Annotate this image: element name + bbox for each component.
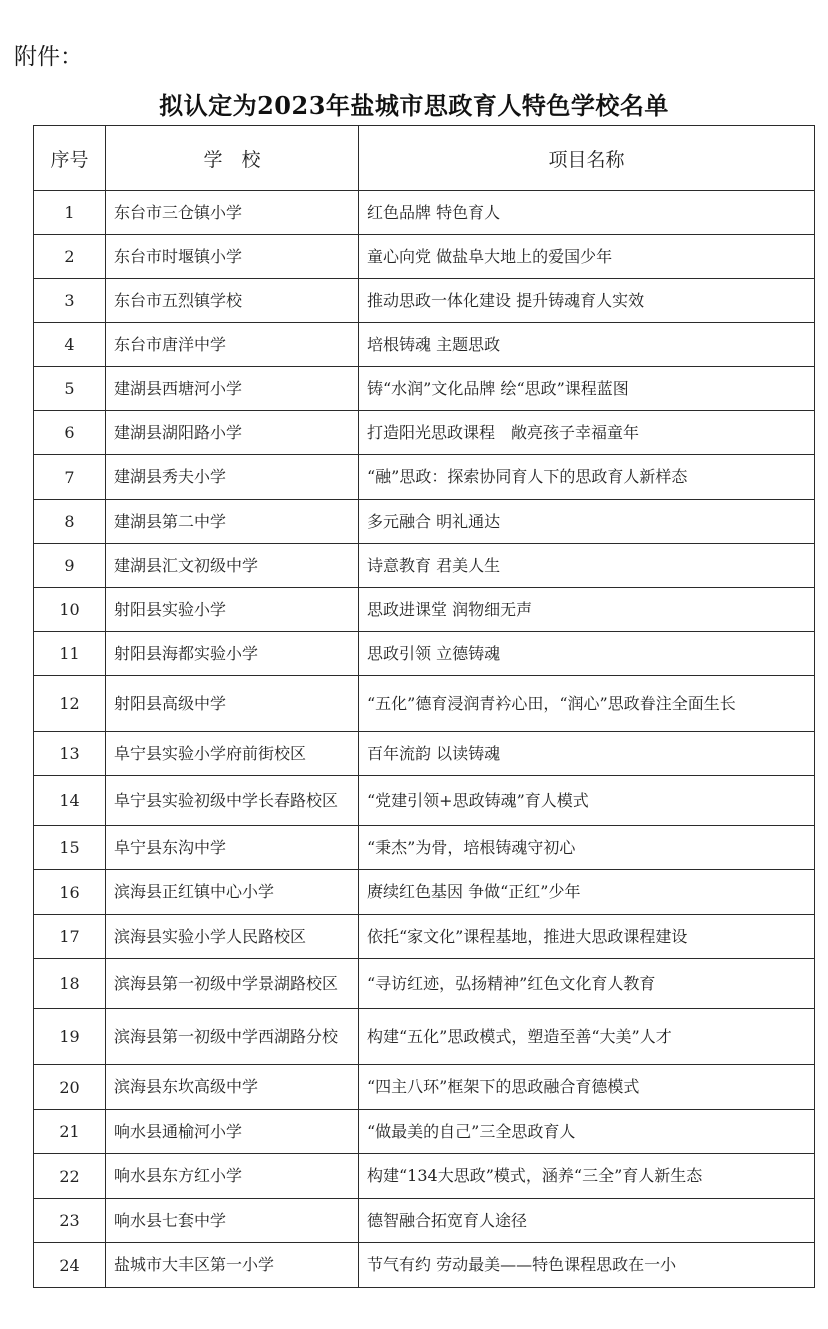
school-name: 东台市唐洋中学 [106, 323, 359, 367]
table-row [34, 191, 815, 235]
row-number: 17 [34, 915, 106, 959]
row-number: 18 [34, 959, 106, 1009]
table-row [34, 235, 815, 279]
table-body [34, 191, 815, 1288]
school-name: 阜宁县实验初级中学长春路校区 [106, 776, 359, 826]
row-number: 20 [34, 1065, 106, 1110]
project-name: 思政引领 立德铸魂 [359, 632, 815, 676]
row-number: 5 [34, 367, 106, 411]
header-no: 序号 [34, 126, 106, 191]
project-name: 培根铸魂 主题思政 [359, 323, 815, 367]
row-number: 2 [34, 235, 106, 279]
table-row [34, 776, 815, 826]
project-name: 依托“家文化”课程基地，推进大思政课程建设 [359, 915, 815, 959]
table-row [34, 1243, 815, 1288]
school-name: 响水县七套中学 [106, 1199, 359, 1243]
row-number: 19 [34, 1009, 106, 1065]
project-name: 红色品牌 特色育人 [359, 191, 815, 235]
school-name: 建湖县秀夫小学 [106, 455, 359, 500]
row-number: 7 [34, 455, 106, 500]
row-number: 4 [34, 323, 106, 367]
project-name: “融”思政：探索协同育人下的思政育人新样态 [359, 455, 815, 500]
school-list-table [33, 125, 815, 1288]
project-name: 童心向党 做盐阜大地上的爱国少年 [359, 235, 815, 279]
school-name: 建湖县汇文初级中学 [106, 544, 359, 588]
school-name: 射阳县海都实验小学 [106, 632, 359, 676]
row-number: 6 [34, 411, 106, 455]
school-name: 东台市五烈镇学校 [106, 279, 359, 323]
row-number: 3 [34, 279, 106, 323]
school-name: 射阳县实验小学 [106, 588, 359, 632]
school-name: 滨海县第一初级中学景湖路校区 [106, 959, 359, 1009]
header-row [34, 126, 815, 191]
school-name: 滨海县第一初级中学西湖路分校 [106, 1009, 359, 1065]
school-name: 滨海县东坎高级中学 [106, 1065, 359, 1110]
project-name: 打造阳光思政课程 敞亮孩子幸福童年 [359, 411, 815, 455]
table-row [34, 1009, 815, 1065]
row-number: 14 [34, 776, 106, 826]
table-row [34, 826, 815, 870]
school-name: 滨海县正红镇中心小学 [106, 870, 359, 915]
school-name: 响水县东方红小学 [106, 1154, 359, 1199]
row-number: 13 [34, 732, 106, 776]
table-row [34, 588, 815, 632]
table-row [34, 915, 815, 959]
table-row [34, 323, 815, 367]
project-name: 构建“五化”思政模式，塑造至善“大美”人才 [359, 1009, 815, 1065]
table-row [34, 959, 815, 1009]
project-name: “四主八环”框架下的思政融合育德模式 [359, 1065, 815, 1110]
school-name: 滨海县实验小学人民路校区 [106, 915, 359, 959]
row-number: 1 [34, 191, 106, 235]
table-row [34, 870, 815, 915]
table-row [34, 1154, 815, 1199]
school-name: 射阳县高级中学 [106, 676, 359, 732]
school-name: 建湖县第二中学 [106, 500, 359, 544]
project-name: 多元融合 明礼通达 [359, 500, 815, 544]
project-name: 节气有约 劳动最美——特色课程思政在一小 [359, 1243, 815, 1288]
row-number: 24 [34, 1243, 106, 1288]
project-name: 诗意教育 君美人生 [359, 544, 815, 588]
row-number: 23 [34, 1199, 106, 1243]
table-row [34, 411, 815, 455]
row-number: 11 [34, 632, 106, 676]
project-name: 构建“134大思政”模式，涵养“三全”育人新生态 [359, 1154, 815, 1199]
table-row [34, 500, 815, 544]
header-project: 项目名称 [359, 126, 815, 191]
table-row [34, 1199, 815, 1243]
project-name: “党建引领+思政铸魂”育人模式 [359, 776, 815, 826]
table-row [34, 544, 815, 588]
document-title: 拟认定为2023年盐城市思政育人特色学校名单 [159, 91, 669, 120]
table-row [34, 367, 815, 411]
school-name: 东台市时堰镇小学 [106, 235, 359, 279]
school-name: 建湖县湖阳路小学 [106, 411, 359, 455]
project-name: “秉杰”为骨，培根铸魂守初心 [359, 826, 815, 870]
row-number: 8 [34, 500, 106, 544]
project-name: 推动思政一体化建设 提升铸魂育人实效 [359, 279, 815, 323]
project-name: 赓续红色基因 争做“正红”少年 [359, 870, 815, 915]
table-row [34, 1110, 815, 1154]
row-number: 15 [34, 826, 106, 870]
school-name: 建湖县西塘河小学 [106, 367, 359, 411]
project-name: 百年流韵 以读铸魂 [359, 732, 815, 776]
row-number: 22 [34, 1154, 106, 1199]
table-row [34, 676, 815, 732]
project-name: “做最美的自己”三全思政育人 [359, 1110, 815, 1154]
school-name: 响水县通榆河小学 [106, 1110, 359, 1154]
table-row [34, 455, 815, 500]
row-number: 10 [34, 588, 106, 632]
row-number: 12 [34, 676, 106, 732]
project-name: “五化”德育浸润青衿心田，“润心”思政眷注全面生长 [359, 676, 815, 732]
table-row [34, 632, 815, 676]
row-number: 21 [34, 1110, 106, 1154]
row-number: 16 [34, 870, 106, 915]
table-row [34, 1065, 815, 1110]
project-name: 铸“水润”文化品牌 绘“思政”课程蓝图 [359, 367, 815, 411]
school-name: 东台市三仓镇小学 [106, 191, 359, 235]
table-row [34, 279, 815, 323]
project-name: 德智融合拓宽育人途径 [359, 1199, 815, 1243]
row-number: 9 [34, 544, 106, 588]
table-row [34, 732, 815, 776]
school-name: 盐城市大丰区第一小学 [106, 1243, 359, 1288]
school-name: 阜宁县东沟中学 [106, 826, 359, 870]
project-name: “寻访红迹，弘扬精神”红色文化育人教育 [359, 959, 815, 1009]
project-name: 思政进课堂 润物细无声 [359, 588, 815, 632]
header-school: 学 校 [106, 126, 359, 191]
school-name: 阜宁县实验小学府前街校区 [106, 732, 359, 776]
attachment-label: 附件： [14, 44, 83, 70]
